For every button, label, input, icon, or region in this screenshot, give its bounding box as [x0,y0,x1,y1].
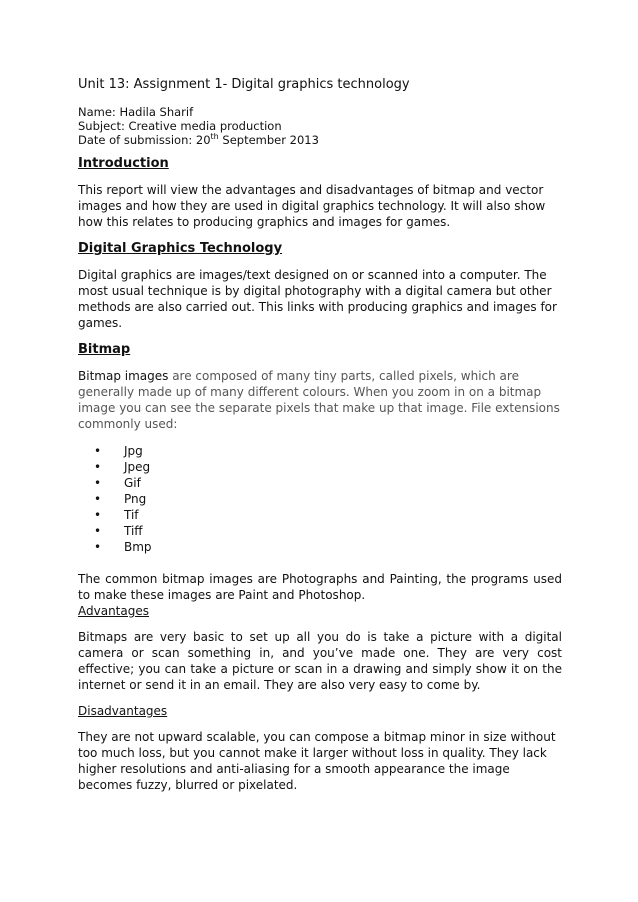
author-name: Name: Hadila Sharif [78,105,194,119]
disadvantages-heading: Disadvantages [78,704,168,718]
introduction-heading: Introduction [78,156,169,171]
list-item [78,443,562,459]
bullet-icon: • [94,540,102,554]
file-extension-list [78,443,562,555]
bitmap-intro-lead: Bitmap images [78,369,169,383]
list-item-label: Jpeg [124,460,151,474]
list-item [78,523,562,539]
bullet-icon: • [94,524,102,538]
bullet-icon: • [94,444,102,458]
list-item [78,539,562,555]
bitmap-heading: Bitmap [78,342,131,357]
submission-date-prefix: Date of submission: 20 [78,133,211,147]
document-meta [78,105,562,147]
submission-date [78,133,562,147]
document-title: Unit 13: Assignment 1- Digital graphics technology [78,77,410,92]
list-item [78,459,562,475]
list-item-label: Png [124,492,147,506]
bullet-icon: • [94,508,102,522]
list-item [78,491,562,507]
advantages-paragraph: Bitmaps are very basic to set up all you do is take a picture with a digital camera or scan something in, and you’ve made one. They are very cost effective; you can take a picture or scan in a drawing and simply show it on the internet or send it in an email. They are also very easy to come by. [78,630,562,692]
introduction-paragraph: This report will view the advantages and disadvantages of bitmap and vector images and how they are used in digital graphics technology. It will also show how this relates to producing graphics and images for games. [78,183,546,229]
bitmap-intro-paragraph [78,368,562,432]
digital-graphics-paragraph: Digital graphics are images/text designed on or scanned into a computer. The most usual technique is by digital photography with a digital camera but other methods are also carried out. This links with producing graphics and images for games. [78,268,557,330]
list-item-label: Gif [124,476,141,490]
subject-line: Subject: Creative media production [78,119,282,133]
submission-date-ordinal: th [210,132,219,142]
list-item [78,475,562,491]
list-item-label: Bmp [124,540,152,554]
disadvantages-paragraph: They are not upward scalable, you can compose a bitmap minor in size without too much loss, but you cannot make it larger without loss in quality. They lack higher resolutions and anti-aliasing for a smooth appearance the image becomes fuzzy, blurred or pixelated. [78,730,556,792]
advantages-heading: Advantages [78,604,149,618]
bitmap-common-paragraph: The common bitmap images are Photographs and Painting, the programs used to make these images are Paint and Photoshop. [78,572,562,602]
submission-date-suffix: September 2013 [218,133,319,147]
list-item-label: Tif [124,508,139,522]
digital-graphics-heading: Digital Graphics Technology [78,241,283,256]
list-item [78,507,562,523]
list-item-label: Jpg [124,444,143,458]
bitmap-intro-rest: are composed of many tiny parts, called pixels, which are generally made up of many different colours. When you zoom in on a bitmap image you can see the separate pixels that make up that image. File extensions commonly used: [78,369,560,431]
document-page [78,76,562,793]
bullet-icon: • [94,476,102,490]
list-item-label: Tiff [124,524,143,538]
bullet-icon: • [94,460,102,474]
bullet-icon: • [94,492,102,506]
